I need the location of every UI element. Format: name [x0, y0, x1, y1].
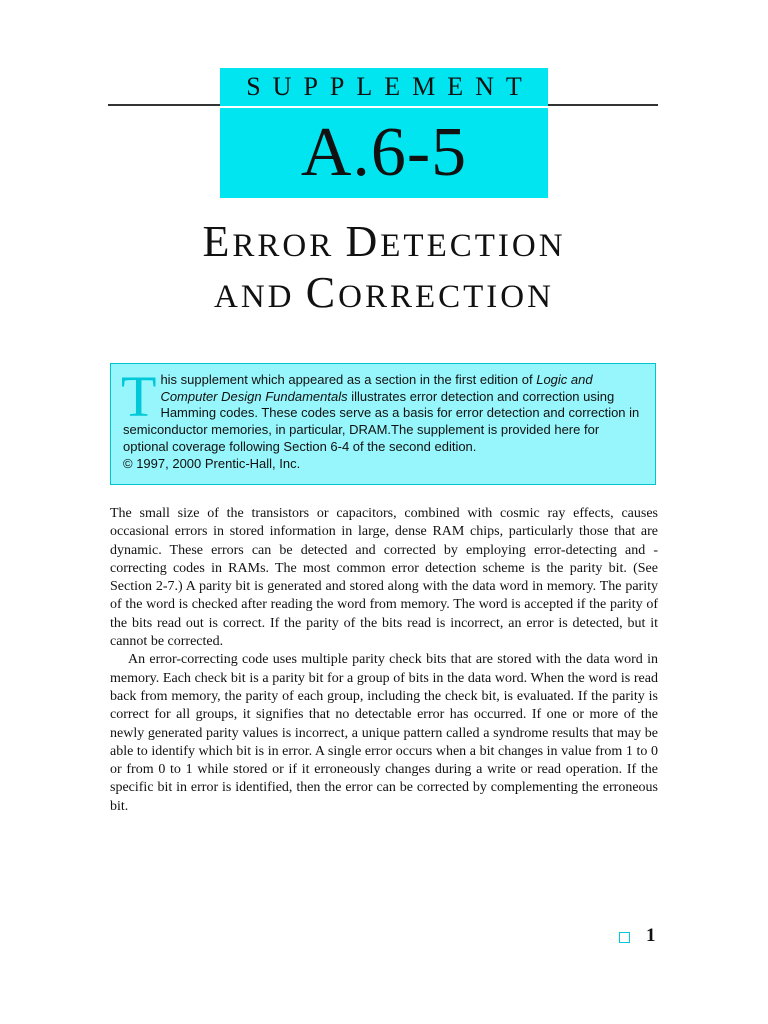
- abstract-drop-cap: T: [121, 364, 157, 429]
- abstract-text-cont: illustrates error detection and correction using Hamming codes. These codes serve as a basis for error detection and correction in semiconductor memories, in particular, DRAM.The supplement is provided here for optional coverage following Section 6-4 of the second edition.: [123, 388, 640, 454]
- title-initial: C: [305, 268, 339, 317]
- abstract-box: [110, 363, 656, 485]
- page-marker-square-icon: [619, 932, 630, 943]
- header-rule-right: [548, 104, 658, 106]
- body-paragraph-2: An error-correcting code uses multiple parity check bits that are stored with the data word in memory. Each check bit is a parity bit for a group of bits in the data word. When the word is read back from memory, the parity of each group, including the check bit, is evaluated. If the parity is correct for all groups, it signifies that no detectable error has occurred. If one or more of the newly generated parity values is incorrect, a unique pattern called a syndrome results that may be able to identify which bit is in error. A single error occurs when a bit changes in value from 1 to 0 or from 0 to 1 while stored or if it erroneously changes during a write or read operation. If the specific bit in error is identified, then the error can be corrected by complementing the erroneous bit.: [110, 652, 658, 814]
- chapter-title-line-2: [0, 267, 768, 318]
- supplement-label: SUPPLEMENT: [246, 72, 534, 101]
- header-rule-left: [108, 104, 220, 106]
- copyright-notice: © 1997, 2000 Prentic-Hall, Inc.: [123, 455, 301, 471]
- abstract-text: his supplement which appeared as a section in the first edition of: [160, 372, 537, 387]
- supplement-label-box: [220, 68, 548, 108]
- chapter-title-line-1: [0, 216, 768, 267]
- book-title: Logic and Computer Design Fundamentals: [160, 372, 593, 404]
- page-number: 1: [646, 925, 656, 946]
- title-word-rest: RROR: [232, 228, 346, 264]
- body-paragraph-1: The small size of the transistors or capacitors, combined with cosmic ray effects, causes occasional errors in stored information in large, dense RAM chips, particularly those that are dynamic. These errors can be detected and corrected by employing error-detecting and -correcting codes in RAMs. The most common error detection scheme is the parity bit. (See Section 2-7.) A parity bit is generated and stored along with the data word in memory. The parity of the word is checked after reading the word from memory. The word is accepted if the parity of the bits read out is correct. If the parity of the bits read is incorrect, an error is detected, but it cannot be corrected.: [110, 506, 658, 650]
- title-initial: E: [202, 217, 233, 266]
- title-word-rest: ORRECTION: [338, 279, 554, 315]
- title-initial: D: [345, 217, 381, 266]
- title-word-rest: ETECTION: [380, 228, 566, 264]
- title-word-rest: AND: [214, 279, 306, 315]
- supplement-number: A.6-5: [300, 114, 468, 191]
- supplement-number-box: [220, 108, 548, 198]
- body-text: [110, 505, 658, 816]
